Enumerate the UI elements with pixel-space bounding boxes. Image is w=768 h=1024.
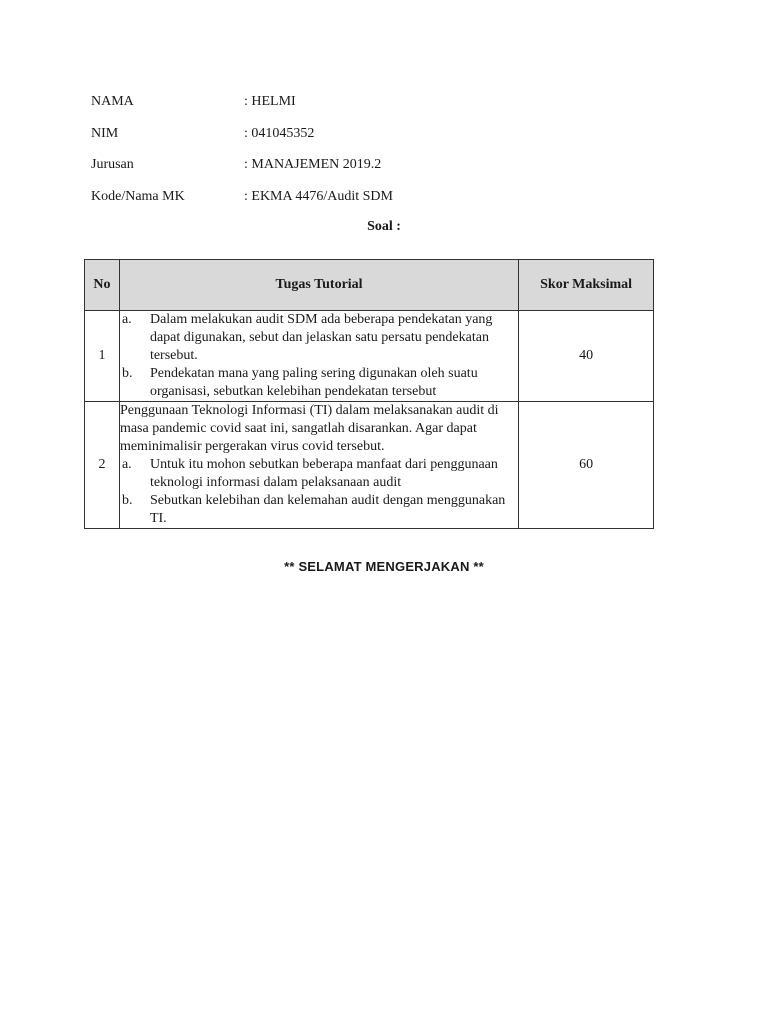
info-label: Jurusan [91, 157, 134, 172]
soal-heading: Soal : [367, 219, 401, 234]
task-item-text: Dalam melakukan audit SDM ada beberapa pendekatan yang dapat digunakan, sebut dan jelaskan satu persatu pendekatan tersebut. [149, 312, 493, 363]
max-score: 40 [519, 311, 654, 402]
task-cell [119, 311, 518, 402]
header-task: Tugas Tutorial [119, 260, 518, 311]
row-number: 2 [85, 402, 120, 529]
header-no: No [85, 260, 120, 311]
info-label: NAMA [91, 94, 134, 109]
task-item [120, 492, 518, 528]
info-label: NIM [91, 125, 119, 141]
task-item [120, 311, 518, 365]
table-row [85, 402, 654, 529]
task-item-letter: a. [121, 312, 132, 327]
task-item-letter: b. [121, 366, 133, 381]
task-item-text: Untuk itu mohon sebutkan beberapa manfaat dari penggunaan teknologi informasi dalam pelaksanaan audit [149, 457, 498, 490]
row-number: 1 [85, 311, 120, 402]
max-score: 60 [519, 402, 654, 529]
info-value: : MANAJEMEN 2019.2 [244, 157, 382, 172]
table-row [85, 311, 654, 402]
task-item [120, 365, 518, 401]
header-score: Skor Maksimal [519, 260, 654, 311]
info-label: Kode/Nama MK [91, 188, 185, 204]
table-header-row [85, 260, 654, 311]
task-item-letter: a. [121, 457, 132, 472]
tutorial-task-table [84, 259, 654, 529]
task-cell [119, 402, 518, 529]
task-item-text: Pendekatan mana yang paling sering digunakan oleh suatu organisasi, sebutkan kelebihan pendekatan tersebut [149, 366, 478, 399]
task-item-text: Sebutkan kelebihan dan kelemahan audit dengan menggunakan TI. [149, 493, 506, 526]
task-item-letter: b. [121, 493, 133, 508]
info-value: : EKMA 4476/Audit SDM [244, 188, 393, 204]
info-value: : HELMI [244, 94, 296, 109]
info-value: : 041045352 [244, 125, 315, 141]
task-intro: Penggunaan Teknologi Informasi (TI) dalam melaksanakan audit di masa pandemic covid saat ini, sangatlah disarankan. Agar dapat meminimalisir pergerakan virus covid tersebut. [119, 403, 499, 454]
task-item [120, 456, 518, 492]
closing-message: ** SELAMAT MENGERJAKAN ** [284, 559, 484, 574]
